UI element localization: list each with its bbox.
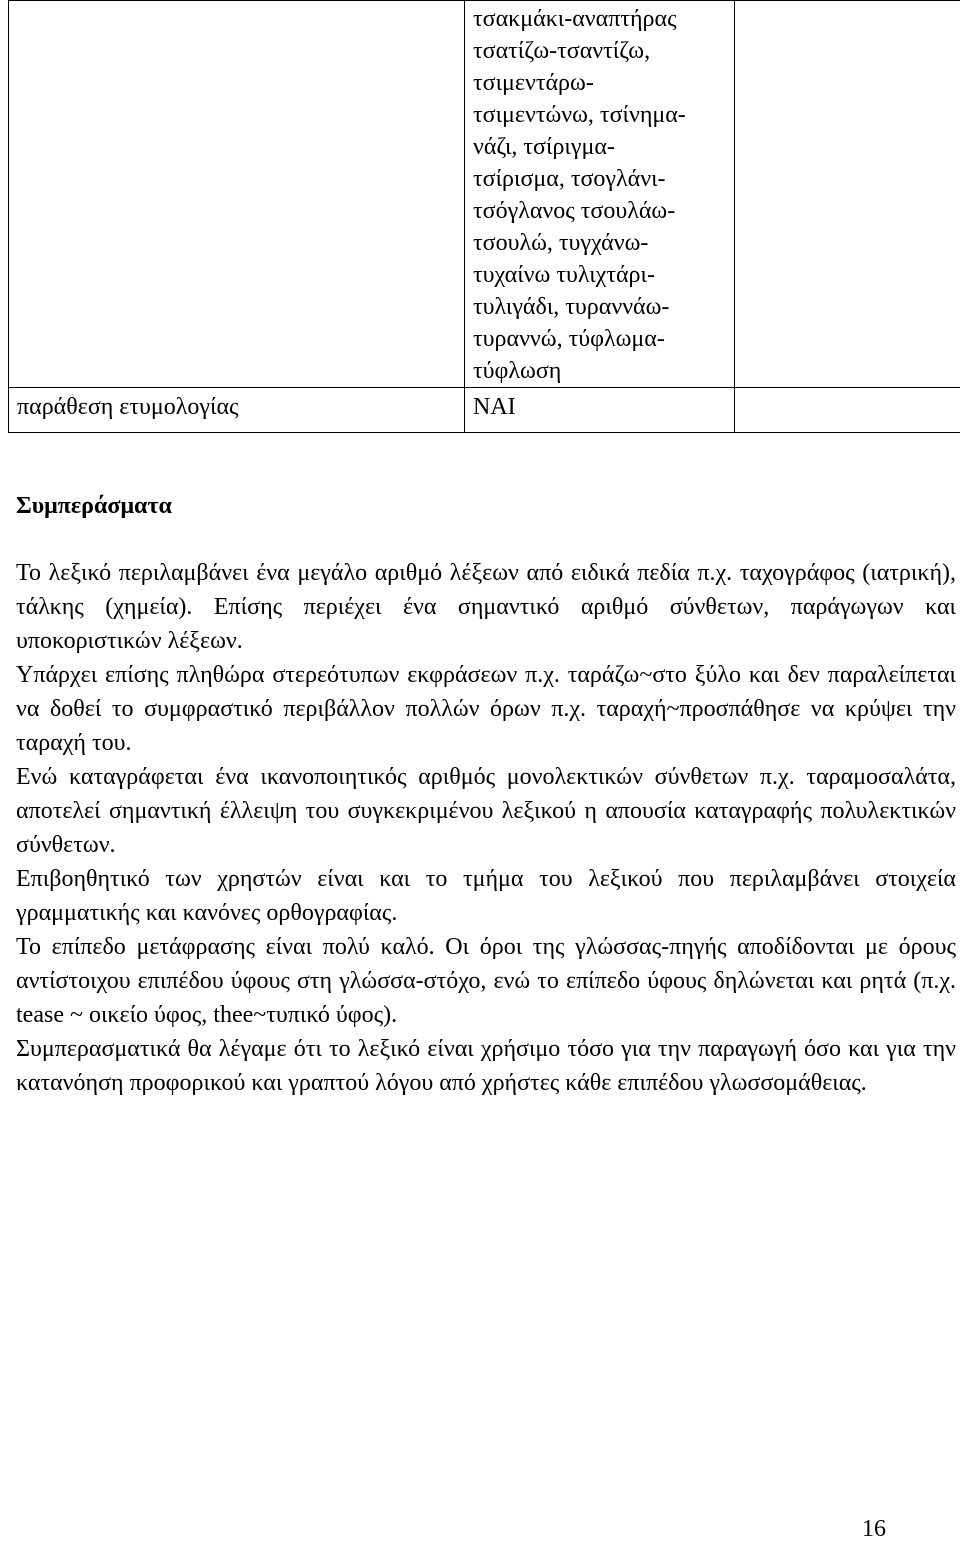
table-row (9, 388, 960, 433)
table-cell-empty (735, 1, 960, 388)
word-line: τσιμεντάρω- (473, 67, 726, 99)
paragraph: Συμπερασματικά θα λέγαμε ότι το λεξικό είναι χρήσιμο τόσο για την παραγωγή όσο και για την κατανόηση προφορικού και γραπτού λόγου από χρήστες κάθε επιπέδου γλωσσομάθειας. (16, 1032, 956, 1100)
word-line: τσίρισμα, τσογλάνι- (473, 163, 726, 195)
word-line: τσουλώ, τυγχάνω- (473, 227, 726, 259)
word-line: τσακμάκι-αναπτήρας (473, 3, 726, 35)
paragraph: Το λεξικό περιλαμβάνει ένα μεγάλο αριθμό λέξεων από ειδικά πεδία π.χ. ταχογράφος (ιατρική), τάλκης (χημεία). Επίσης περιέχει ένα σημαντικό αριθμό σύνθετων, παράγωγων και υποκοριστικών λέξεων. (16, 556, 956, 658)
table-cell-empty (735, 388, 960, 433)
table-cell-empty (9, 1, 465, 388)
word-line: τσατίζω-τσαντίζω, (473, 35, 726, 67)
paragraph: Επιβοηθητικό των χρηστών είναι και το τμήμα του λεξικού που περιλαμβάνει στοιχεία γραμματικής και κανόνες ορθογραφίας. (16, 862, 956, 930)
word-line: τσόγλανος τσουλάω- (473, 195, 726, 227)
paragraph: Ενώ καταγράφεται ένα ικανοποιητικός αριθμός μονολεκτικών σύνθετων π.χ. ταραμοσαλάτα, αποτελεί σημαντική έλλειψη του συγκεκριμένου λεξικού η απουσία καταγραφής πολυλεκτικών σύνθετων. (16, 760, 956, 862)
word-line: τυλιγάδι, τυραννάω- (473, 291, 726, 323)
etymology-label: παράθεση ετυμολογίας (9, 388, 465, 433)
conclusions-body (16, 556, 956, 1100)
word-line: τύφλωση (473, 355, 726, 387)
evaluation-table (8, 0, 960, 433)
conclusions-heading: Συμπεράσματα (16, 490, 172, 522)
etymology-value: ΝΑΙ (465, 388, 735, 433)
word-line: τσιμεντώνω, τσίνημα- (473, 99, 726, 131)
page-number: 16 (862, 1515, 886, 1543)
word-pairs-cell (465, 1, 735, 388)
paragraph: Το επίπεδο μετάφρασης είναι πολύ καλό. Οι όροι της γλώσσας-πηγής αποδίδονται με όρους αντίστοιχου επιπέδου ύφους στη γλώσσα-στόχο, ενώ το επίπεδο ύφους δηλώνεται και ρητά (π.χ. tease ~ οικείο ύφος, thee~τυπικό ύφος). (16, 930, 956, 1032)
word-line: νάζι, τσίριγμα- (473, 131, 726, 163)
word-line: τυραννώ, τύφλωμα- (473, 323, 726, 355)
table-row (9, 1, 960, 388)
word-line: τυχαίνω τυλιχτάρι- (473, 259, 726, 291)
paragraph: Υπάρχει επίσης πληθώρα στερεότυπων εκφράσεων π.χ. ταράζω~στο ξύλο και δεν παραλείπεται να δοθεί το συμφραστικό περιβάλλον πολλών όρων π.χ. ταραχή~προσπάθησε να κρύψει την ταραχή του. (16, 658, 956, 760)
